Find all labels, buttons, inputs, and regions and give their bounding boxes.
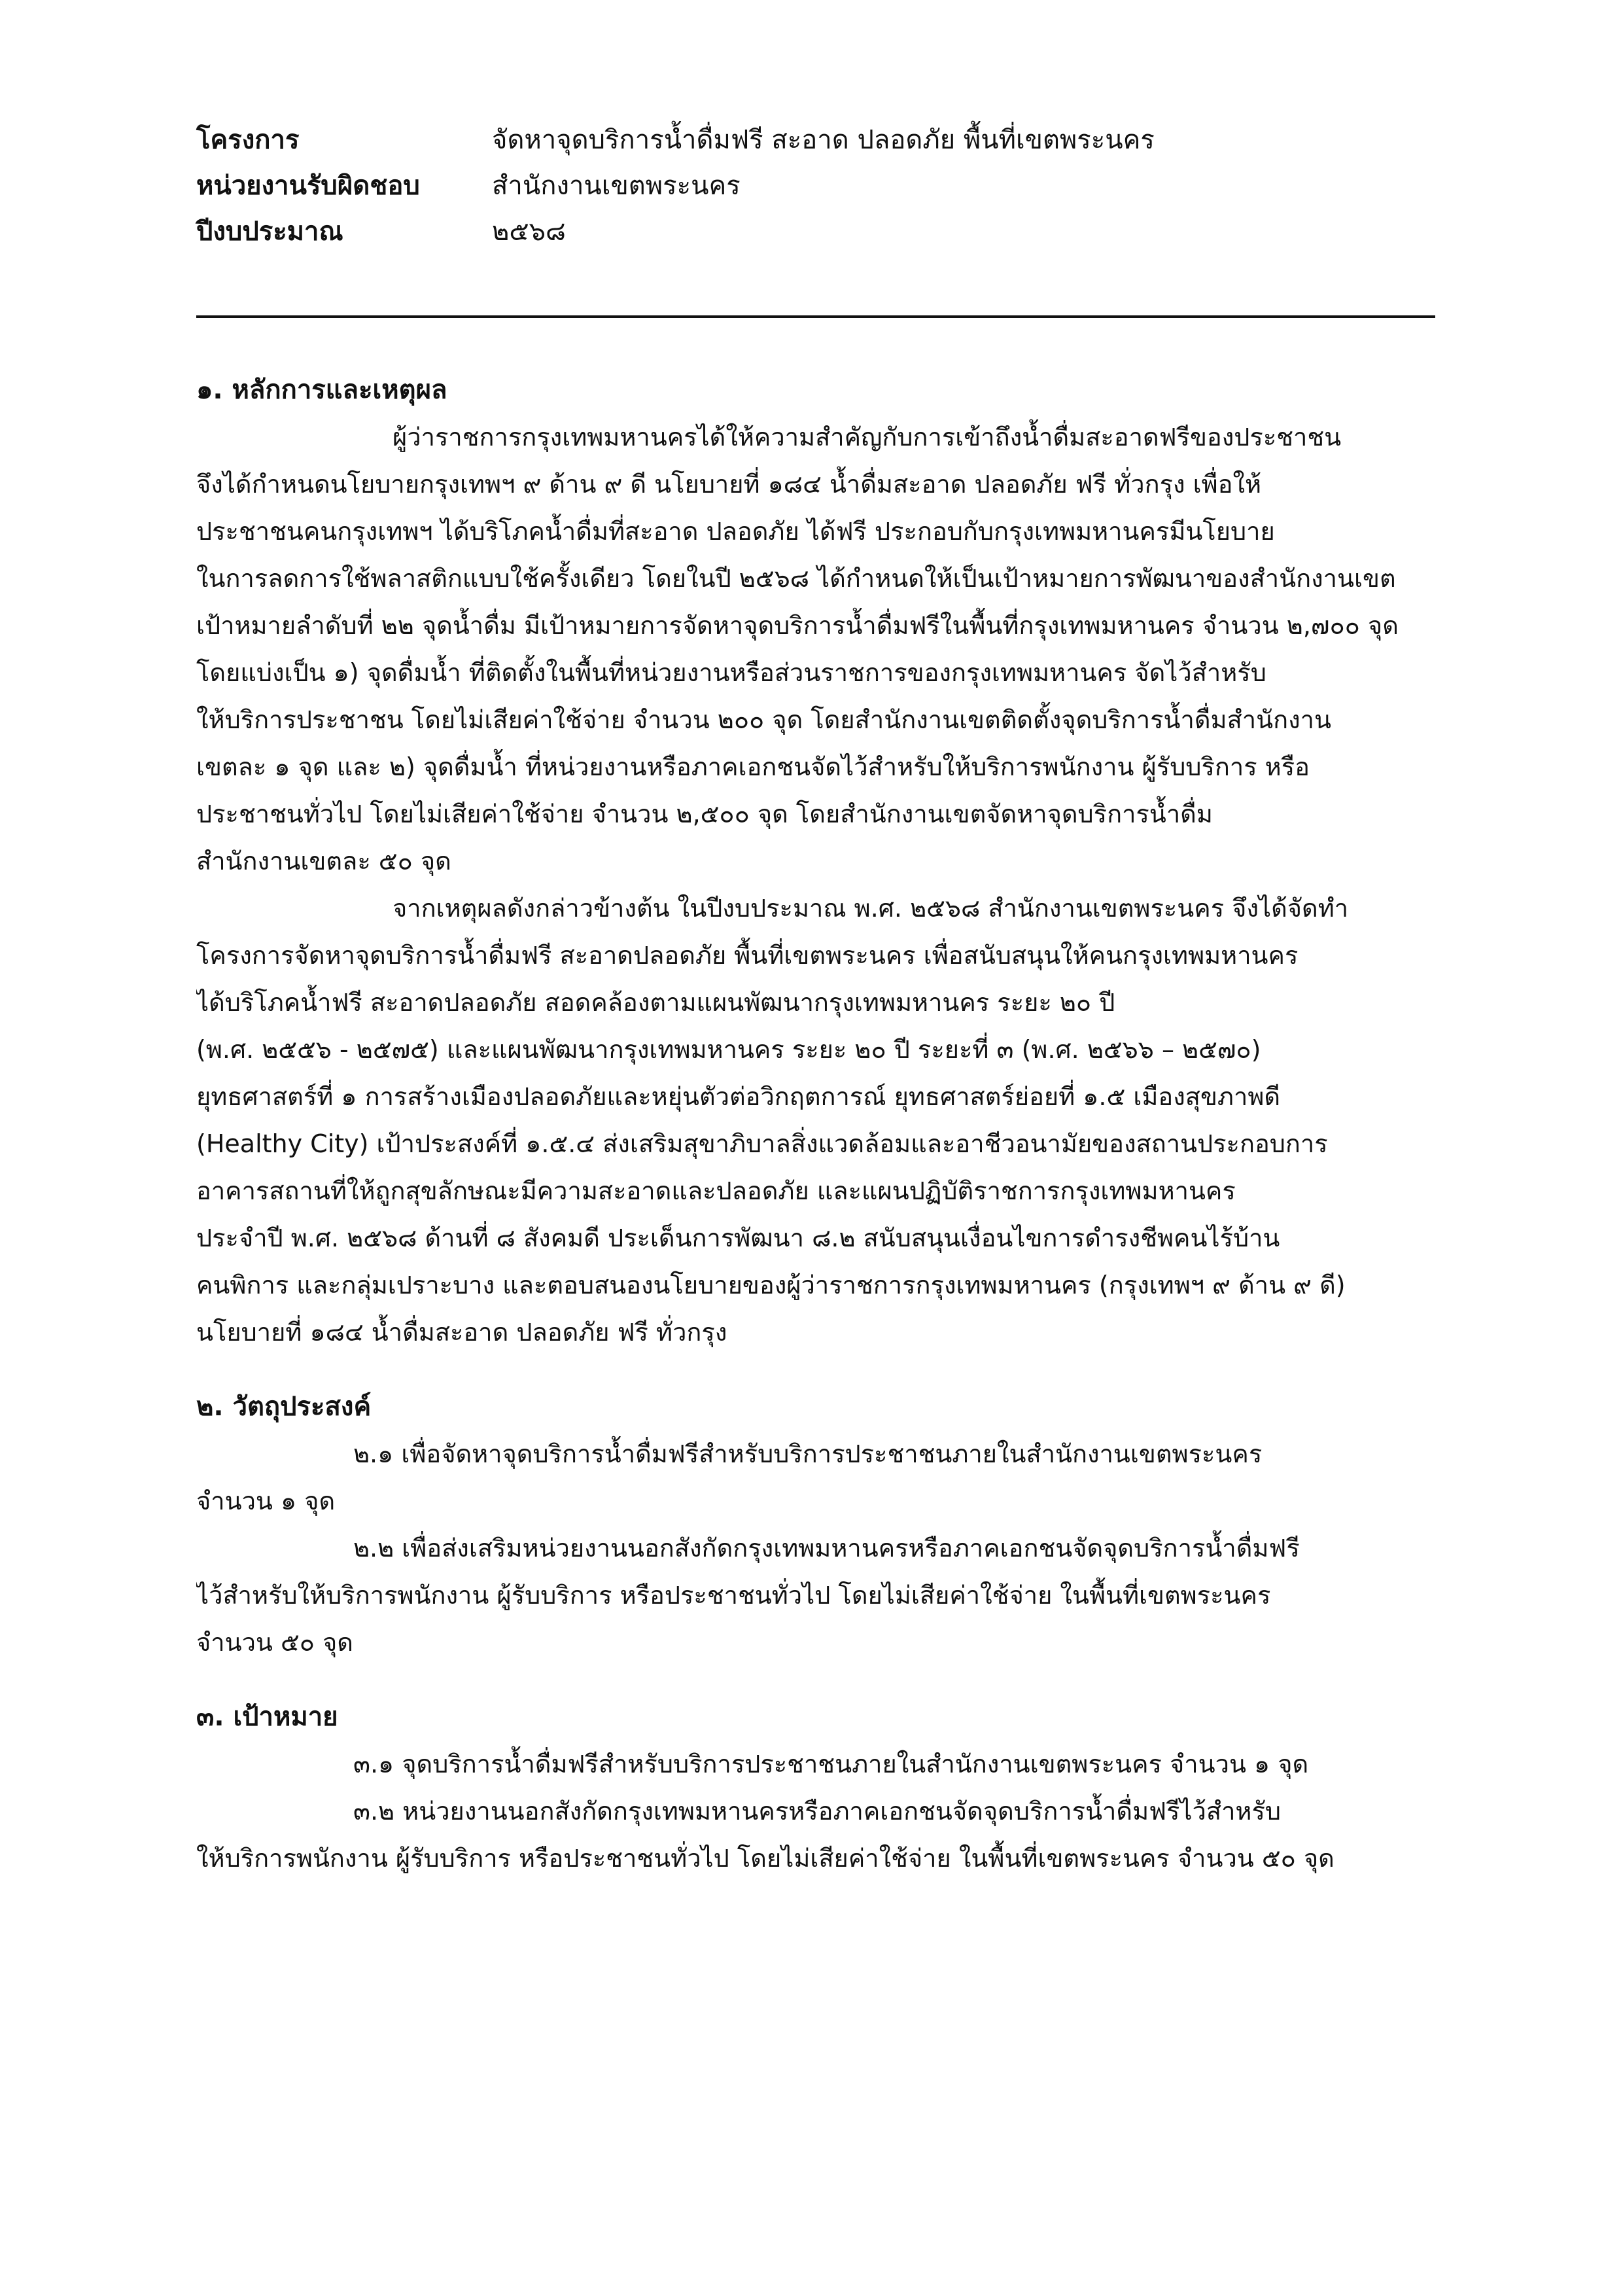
- paragraph-line: ประชาชนคนกรุงเทพฯ ได้บริโภคน้ำดื่มที่สะอาด ปลอดภัย ได้ฟรี ประกอบกับกรุงเทพมหานครมีนโยบาย: [196, 517, 1275, 546]
- paragraph-line: (พ.ศ. ๒๕๕๖ - ๒๕๗๕) และแผนพัฒนากรุงเทพมหานคร ระยะ ๒๐ ปี ระยะที่ ๓ (พ.ศ. ๒๕๖๖ – ๒๕๗๐): [196, 1035, 1261, 1064]
- paragraph-line: จึงได้กำหนดนโยบายกรุงเทพฯ ๙ ด้าน ๙ ดี นโยบายที่ ๑๘๔ น้ำดื่มสะอาด ปลอดภัย ฟรี ทั่วกรุง เพื่อให้: [196, 470, 1262, 499]
- section-1-paragraph-1: [196, 414, 1433, 885]
- agency-row: [196, 162, 1439, 208]
- paragraph-line: จำนวน ๕๐ จุด: [196, 1628, 353, 1657]
- document-body: [196, 366, 1433, 1882]
- objective-2-2: [196, 1525, 1433, 1666]
- paragraph-line: อาคารสถานที่ให้ถูกสุขลักษณะมีความสะอาดและปลอดภัย และแผนปฏิบัติราชการกรุงเทพมหานคร: [196, 1176, 1236, 1205]
- paragraph-line: นโยบายที่ ๑๘๔ น้ำดื่มสะอาด ปลอดภัย ฟรี ทั่วกรุง: [196, 1318, 727, 1347]
- paragraph-line: โดยแบ่งเป็น ๑) จุดดื่มน้ำ ที่ติดตั้งในพื้นที่หน่วยงานหรือส่วนราชการของกรุงเทพมหานคร จัดไว้สำหรับ: [196, 658, 1266, 687]
- section-3-title: ๓. เป้าหมาย: [196, 1702, 338, 1732]
- target-3-2: [196, 1788, 1433, 1882]
- paragraph-line: ให้บริการพนักงาน ผู้รับบริการ หรือประชาชนทั่วไป โดยไม่เสียค่าใช้จ่าย ในพื้นที่เขตพระนคร จำนวน ๕๐ จุด: [196, 1844, 1335, 1873]
- paragraph-line: จากเหตุผลดังกล่าวข้างต้น ในปีงบประมาณ พ.ศ. ๒๕๖๘ สำนักงานเขตพระนคร จึงได้จัดทำ: [393, 894, 1349, 923]
- paragraph-line: ในการลดการใช้พลาสติกแบบใช้ครั้งเดียว โดยในปี ๒๕๖๘ ได้กำหนดให้เป็นเป้าหมายการพัฒนาของสำนักงานเขต: [196, 564, 1396, 593]
- paragraph-line: ให้บริการประชาชน โดยไม่เสียค่าใช้จ่าย จำนวน ๒๐๐ จุด โดยสำนักงานเขตติดตั้งจุดบริการน้ำดื่มสำนักงาน: [196, 705, 1331, 734]
- paragraph-line: ได้บริโภคน้ำฟรี สะอาดปลอดภัย สอดคล้องตามแผนพัฒนากรุงเทพมหานคร ระยะ ๒๐ ปี: [196, 988, 1115, 1017]
- paragraph-line: ผู้ว่าราชการกรุงเทพมหานครได้ให้ความสำคัญกับการเข้าถึงน้ำดื่มสะอาดฟรีของประชาชน: [393, 423, 1342, 451]
- paragraph-line: ๓.๒ หน่วยงานนอกสังกัดกรุงเทพมหานครหรือภาคเอกชนจัดจุดบริการน้ำดื่มฟรีไว้สำหรับ: [353, 1797, 1281, 1826]
- section-1-title: ๑. หลักการและเหตุผล: [196, 375, 447, 405]
- section-gap: [196, 1356, 1433, 1383]
- paragraph-line: ๒.๑ เพื่อจัดหาจุดบริการน้ำดื่มฟรีสำหรับบริการประชาชนภายในสำนักงานเขตพระนคร: [353, 1439, 1263, 1468]
- paragraph-line: เป้าหมายลำดับที่ ๒๒ จุดน้ำดื่ม มีเป้าหมายการจัดหาจุดบริการน้ำดื่มฟรีในพื้นที่กรุงเทพมหานคร จำนวน ๒,๗๐๐ จุด: [196, 611, 1399, 640]
- paragraph-line: (Healthy City) เป้าประสงค์ที่ ๑.๕.๔ ส่งเสริมสุขาภิบาลสิ่งแวดล้อมและอาชีวอนามัยของสถานประกอบการ: [196, 1129, 1328, 1158]
- project-label: โครงการ: [196, 125, 300, 155]
- paragraph-line: โครงการจัดหาจุดบริการน้ำดื่มฟรี สะอาดปลอดภัย พื้นที่เขตพระนคร เพื่อสนับสนุนให้คนกรุงเทพมหานคร: [196, 941, 1299, 970]
- paragraph-line: เขตละ ๑ จุด และ ๒) จุดดื่มน้ำ ที่หน่วยงานหรือภาคเอกชนจัดไว้สำหรับให้บริการพนักงาน ผู้รับบริการ หรือ: [196, 752, 1310, 781]
- paragraph-line: ประชาชนทั่วไป โดยไม่เสียค่าใช้จ่าย จำนวน ๒,๕๐๐ จุด โดยสำนักงานเขตจัดหาจุดบริการน้ำดื่ม: [196, 800, 1213, 828]
- year-label: ปีงบประมาณ: [196, 217, 343, 247]
- project-value: จัดหาจุดบริการน้ำดื่มฟรี สะอาด ปลอดภัย พื้นที่เขตพระนคร: [492, 125, 1155, 155]
- section-2-title: ๒. วัตถุประสงค์: [196, 1392, 372, 1422]
- agency-value: สำนักงานเขตพระนคร: [492, 171, 741, 201]
- section-1-paragraph-2: [196, 885, 1433, 1356]
- paragraph-line: ๒.๒ เพื่อส่งเสริมหน่วยงานนอกสังกัดกรุงเทพมหานครหรือภาคเอกชนจัดจุดบริการน้ำดื่มฟรี: [353, 1534, 1300, 1563]
- paragraph-line: จำนวน ๑ จุด: [196, 1487, 336, 1515]
- objective-2-1: [196, 1430, 1433, 1525]
- paragraph-line: ยุทธศาสตร์ที่ ๑ การสร้างเมืองปลอดภัยและหยุ่นตัวต่อวิกฤตการณ์ ยุทธศาสตร์ย่อยที่ ๑.๕ เมืองสุขภาพดี: [196, 1082, 1281, 1111]
- year-row: [196, 208, 1439, 254]
- paragraph-line: ๓.๑ จุดบริการน้ำดื่มฟรีสำหรับบริการประชาชนภายในสำนักงานเขตพระนคร จำนวน ๑ จุด: [353, 1750, 1309, 1778]
- paragraph-line: สำนักงานเขตละ ๕๐ จุด: [196, 847, 451, 875]
- target-3-1: [196, 1740, 1433, 1788]
- project-row: [196, 116, 1439, 162]
- agency-label: หน่วยงานรับผิดชอบ: [196, 171, 420, 201]
- paragraph-line: คนพิการ และกลุ่มเปราะบาง และตอบสนองนโยบายของผู้ว่าราชการกรุงเทพมหานคร (กรุงเทพฯ ๙ ด้าน ๙ ดี): [196, 1271, 1346, 1299]
- project-header: [196, 116, 1439, 254]
- paragraph-line: ประจำปี พ.ศ. ๒๕๖๘ ด้านที่ ๘ สังคมดี ประเด็นการพัฒนา ๘.๒ สนับสนุนเงื่อนไขการดำรงชีพคนไร้บ้าน: [196, 1224, 1280, 1252]
- paragraph-line: ไว้สำหรับให้บริการพนักงาน ผู้รับบริการ หรือประชาชนทั่วไป โดยไม่เสียค่าใช้จ่าย ในพื้นที่เขตพระนคร: [196, 1581, 1271, 1610]
- section-gap: [196, 1666, 1433, 1693]
- header-divider: [196, 315, 1435, 318]
- year-value: ๒๕๖๘: [492, 217, 566, 247]
